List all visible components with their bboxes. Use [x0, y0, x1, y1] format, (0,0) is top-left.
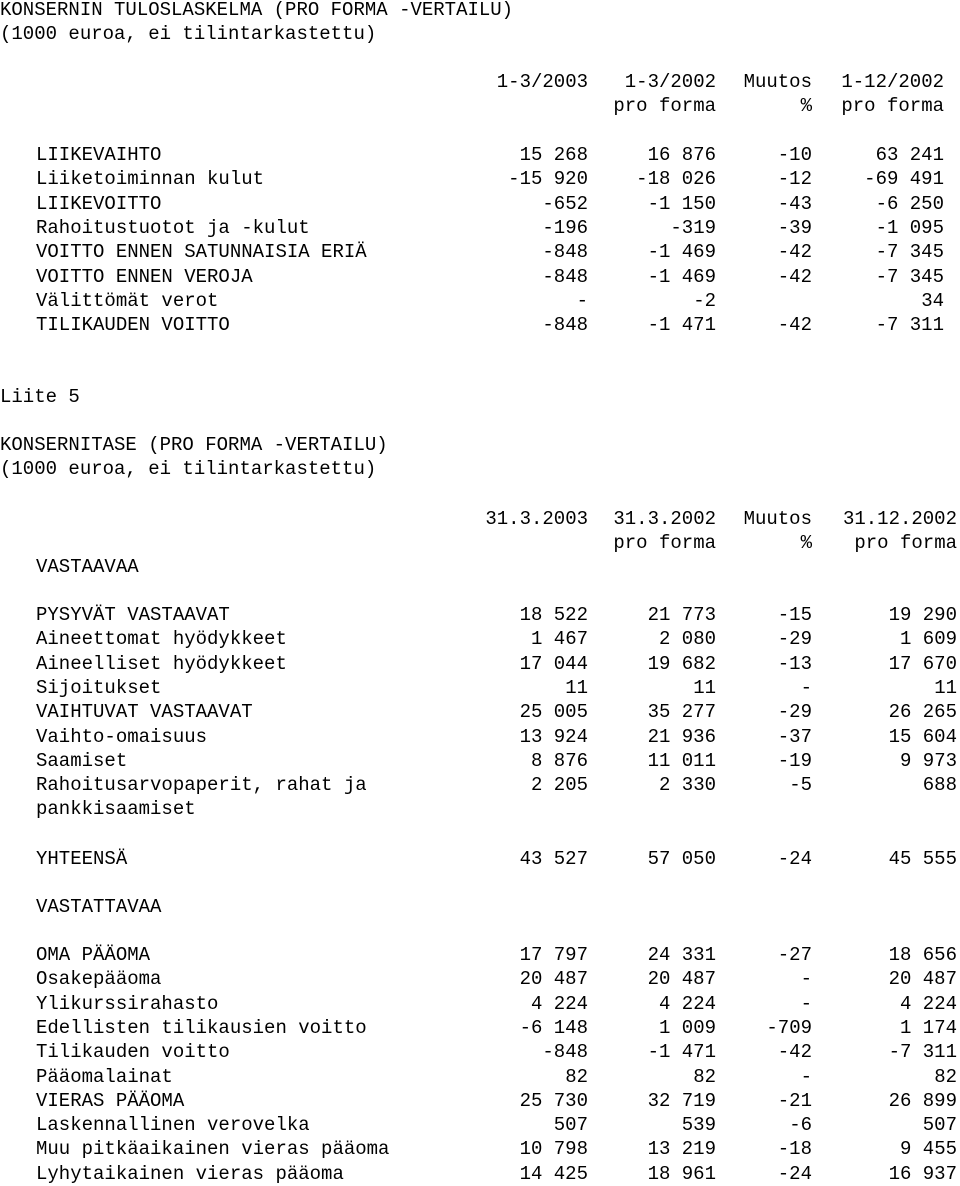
table-row — [0, 1137, 960, 1161]
row-value-col2: -1 471 — [647, 314, 716, 337]
row-label: Lyhytaikainen vieras pääoma — [36, 1162, 344, 1185]
table-row — [0, 192, 960, 216]
income-header2-col3: % — [800, 95, 812, 117]
row-value-col2: 2 080 — [658, 628, 716, 651]
row-value-col2: 16 876 — [647, 144, 716, 166]
row-value-col3: -42 — [777, 1041, 812, 1064]
row-value-col1: 20 487 — [519, 968, 588, 991]
row-value-col1: 17 044 — [519, 652, 588, 675]
income-header-row-1 — [0, 70, 960, 94]
row-value-col2: 2 330 — [658, 774, 716, 797]
table-row — [0, 216, 960, 240]
row-value-col4: -7 311 — [875, 314, 944, 337]
income-subtitle: (1000 euroa, ei tilintarkastettu) — [0, 23, 377, 45]
row-label: Rahoitustuotot ja -kulut — [36, 216, 310, 239]
row-value-col4: 4 224 — [899, 992, 957, 1015]
row-value-col4: 20 487 — [888, 968, 957, 991]
table-row — [0, 1016, 960, 1040]
row-value-col1: 2 205 — [530, 774, 588, 797]
row-value-col2: -1 471 — [647, 1041, 716, 1064]
row-label: VOITTO ENNEN SATUNNAISIA ERIÄ — [36, 241, 367, 264]
row-value-col2: 82 — [693, 1065, 716, 1088]
table-row — [0, 1113, 960, 1137]
total-value-col4: 45 555 — [888, 848, 957, 870]
row-label: Tilikauden voitto — [36, 1041, 230, 1064]
row-value-col3: - — [800, 968, 812, 991]
row-value-col2: 21 936 — [647, 725, 716, 748]
table-row — [0, 167, 960, 191]
balance-header2-col3: % — [800, 532, 812, 554]
row-value-col1: -848 — [542, 314, 588, 337]
row-value-col4: 26 265 — [888, 701, 957, 724]
row-value-col1: -652 — [542, 192, 588, 215]
row-value-col3: -21 — [777, 1089, 812, 1112]
row-label: LIIKEVOITTO — [36, 192, 162, 215]
row-value-col3: -12 — [777, 168, 812, 191]
row-value-col2: 11 — [693, 676, 716, 699]
total-row — [0, 847, 960, 871]
row-value-col2: 13 219 — [647, 1138, 716, 1161]
total-value-col1: 43 527 — [519, 848, 588, 870]
row-value-col1: 14 425 — [519, 1162, 588, 1185]
row-value-col2: -2 — [693, 289, 716, 312]
table-row — [0, 749, 960, 773]
row-value-col4: 1 174 — [899, 1016, 957, 1039]
row-value-col2: 20 487 — [647, 968, 716, 991]
row-value-col1: 11 — [565, 676, 588, 699]
row-value-col3: -27 — [777, 944, 812, 966]
row-value-col1: 25 730 — [519, 1089, 588, 1112]
row-value-col4: 18 656 — [888, 944, 957, 966]
income-header-col2: 1-3/2002 — [624, 71, 716, 93]
row-value-col1: -848 — [542, 1041, 588, 1064]
row-value-col1: -196 — [542, 216, 588, 239]
row-label: PYSYVÄT VASTAAVAT — [36, 604, 230, 626]
note-label: Liite 5 — [0, 386, 80, 408]
row-value-col3: -709 — [766, 1016, 812, 1039]
row-value-col1: 1 467 — [530, 628, 588, 651]
income-header-col4: 1-12/2002 — [841, 71, 944, 93]
row-value-col2: 4 224 — [658, 992, 716, 1015]
income-title: KONSERNIN TULOSLASKELMA (PRO FORMA -VERTAILU) — [0, 0, 514, 21]
row-value-col3: -37 — [777, 725, 812, 748]
table-row — [0, 313, 960, 337]
row-value-col4: 26 899 — [888, 1089, 957, 1112]
row-value-col4: 9 973 — [899, 749, 957, 772]
row-value-col2: 19 682 — [647, 652, 716, 675]
row-value-col4: 63 241 — [875, 144, 944, 166]
row-label: Laskennallinen verovelka — [36, 1114, 310, 1137]
row-value-col2: 21 773 — [647, 604, 716, 626]
row-label: Sijoitukset — [36, 676, 162, 699]
table-row — [0, 652, 960, 676]
table-row — [0, 797, 960, 821]
row-value-col4: 11 — [934, 676, 957, 699]
row-value-col4: 82 — [934, 1065, 957, 1088]
row-value-col1: 4 224 — [530, 992, 588, 1015]
row-value-col3: -24 — [777, 1162, 812, 1185]
row-value-col4: 9 455 — [899, 1138, 957, 1161]
balance-header-col1: 31.3.2003 — [485, 508, 588, 530]
row-label: Edellisten tilikausien voitto — [36, 1016, 367, 1039]
row-label: LIIKEVAIHTO — [36, 144, 162, 166]
table-row — [0, 1089, 960, 1113]
row-label: Muu pitkäaikainen vieras pääoma — [36, 1138, 390, 1161]
row-value-col2: 1 009 — [658, 1016, 716, 1039]
row-value-col2: 18 961 — [647, 1162, 716, 1185]
row-value-col2: 32 719 — [647, 1089, 716, 1112]
income-header-col3: Muutos — [743, 71, 812, 93]
row-value-col1: -6 148 — [519, 1016, 588, 1039]
row-value-col2: -1 469 — [647, 241, 716, 264]
row-label: Saamiset — [36, 749, 128, 772]
row-value-col3: -5 — [789, 774, 812, 797]
row-value-col3: -29 — [777, 628, 812, 651]
row-value-col3: - — [800, 1065, 812, 1088]
income-header-col1: 1-3/2003 — [496, 71, 588, 93]
balance-header2-col4: pro forma — [854, 532, 957, 554]
row-value-col2: 35 277 — [647, 701, 716, 724]
balance-title: KONSERNITASE (PRO FORMA -VERTAILU) — [0, 434, 388, 456]
row-value-col3: -6 — [789, 1114, 812, 1137]
row-value-col2: -319 — [670, 216, 716, 239]
table-row — [0, 143, 960, 167]
row-value-col4: 17 670 — [888, 652, 957, 675]
row-value-col3: -42 — [777, 241, 812, 264]
row-value-col4: 507 — [922, 1114, 957, 1137]
row-value-col2: 24 331 — [647, 944, 716, 966]
row-label: VIERAS PÄÄOMA — [36, 1089, 185, 1112]
table-row — [0, 773, 960, 797]
table-row — [0, 676, 960, 700]
row-value-col1: 25 005 — [519, 701, 588, 724]
table-row — [0, 967, 960, 991]
balance-header-row-1 — [0, 507, 960, 531]
row-label: Pääomalainat — [36, 1065, 173, 1088]
row-value-col1: -848 — [542, 241, 588, 264]
row-value-col3: -18 — [777, 1138, 812, 1161]
row-label: Välittömät verot — [36, 289, 219, 312]
row-value-col1: - — [576, 289, 588, 312]
balance-subtitle: (1000 euroa, ei tilintarkastettu) — [0, 458, 377, 480]
row-label: Ylikurssirahasto — [36, 992, 219, 1015]
total-value-col2: 57 050 — [647, 848, 716, 870]
row-value-col1: 8 876 — [530, 749, 588, 772]
table-row — [0, 700, 960, 724]
row-value-col3: - — [800, 676, 812, 699]
row-value-col3: -39 — [777, 216, 812, 239]
total-value-col3: -24 — [777, 848, 812, 870]
row-value-col4: 688 — [922, 774, 957, 797]
assets-section-title — [0, 555, 960, 579]
row-value-col2: 11 011 — [647, 749, 716, 772]
table-row — [0, 627, 960, 651]
row-value-col4: -6 250 — [875, 192, 944, 215]
total-label: YHTEENSÄ — [36, 848, 128, 870]
income-header-row-2 — [0, 94, 960, 118]
table-row — [0, 1065, 960, 1089]
liabilities-title: VASTATTAVAA — [36, 896, 162, 918]
income-header2-col2: pro forma — [613, 95, 716, 117]
row-value-col4: 19 290 — [888, 604, 957, 626]
row-value-col1: 507 — [553, 1114, 588, 1137]
liabilities-section-title — [0, 895, 960, 919]
row-value-col3: -29 — [777, 701, 812, 724]
table-row — [0, 992, 960, 1016]
row-label: Osakepääoma — [36, 968, 162, 991]
row-label: OMA PÄÄOMA — [36, 944, 151, 966]
row-value-col3: -13 — [777, 652, 812, 675]
row-value-col2: -1 150 — [647, 192, 716, 215]
income-header2-col4: pro forma — [841, 95, 944, 117]
balance-header-row-2 — [0, 531, 960, 555]
balance-header-col3: Muutos — [743, 508, 812, 530]
row-value-col3: -42 — [777, 314, 812, 337]
row-value-col4: 1 609 — [899, 628, 957, 651]
row-value-col4: -1 095 — [875, 216, 944, 239]
row-value-col1: -15 920 — [508, 168, 588, 191]
row-value-col1: -848 — [542, 265, 588, 288]
table-row — [0, 240, 960, 264]
row-value-col3: -43 — [777, 192, 812, 215]
row-value-col1: 13 924 — [519, 725, 588, 748]
row-label: VOITTO ENNEN VEROJA — [36, 265, 253, 288]
row-value-col2: -1 469 — [647, 265, 716, 288]
row-value-col4: 16 937 — [888, 1162, 957, 1185]
balance-header-col4: 31.12.2002 — [842, 508, 957, 530]
row-value-col2: 539 — [681, 1114, 716, 1137]
row-label: TILIKAUDEN VOITTO — [36, 314, 230, 337]
row-value-col2: -18 026 — [636, 168, 716, 191]
row-value-col3: -42 — [777, 265, 812, 288]
table-row — [0, 1040, 960, 1064]
row-value-col4: 34 — [921, 289, 944, 312]
row-label: VAIHTUVAT VASTAAVAT — [36, 701, 253, 724]
row-value-col1: 17 797 — [519, 944, 588, 966]
table-row — [0, 725, 960, 749]
table-row — [0, 603, 960, 627]
row-value-col3: - — [800, 992, 812, 1015]
assets-title: VASTAAVAA — [36, 556, 139, 578]
row-value-col1: 15 268 — [519, 144, 588, 166]
row-label: Liiketoiminnan kulut — [36, 168, 265, 191]
row-value-col4: -7 311 — [888, 1041, 957, 1064]
row-label: pankkisaamiset — [36, 798, 196, 821]
row-value-col3: -10 — [777, 144, 812, 166]
row-value-col1: 82 — [565, 1065, 588, 1088]
row-label: Rahoitusarvopaperit, rahat ja — [36, 774, 367, 797]
table-row — [0, 289, 960, 313]
row-value-col4: -7 345 — [875, 265, 944, 288]
row-value-col3: -19 — [777, 749, 812, 772]
row-value-col4: -69 491 — [864, 168, 944, 191]
table-row — [0, 265, 960, 289]
row-value-col3: -15 — [777, 604, 812, 626]
row-value-col1: 18 522 — [519, 604, 588, 626]
table-row — [0, 1162, 960, 1186]
row-value-col1: 10 798 — [519, 1138, 588, 1161]
row-label: Aineettomat hyödykkeet — [36, 628, 287, 651]
row-label: Vaihto-omaisuus — [36, 725, 208, 748]
row-value-col4: -7 345 — [875, 241, 944, 264]
balance-header2-col2: pro forma — [613, 532, 716, 554]
row-label: Aineelliset hyödykkeet — [36, 652, 287, 675]
balance-header-col2: 31.3.2002 — [613, 508, 716, 530]
table-row — [0, 943, 960, 967]
row-value-col4: 15 604 — [888, 725, 957, 748]
